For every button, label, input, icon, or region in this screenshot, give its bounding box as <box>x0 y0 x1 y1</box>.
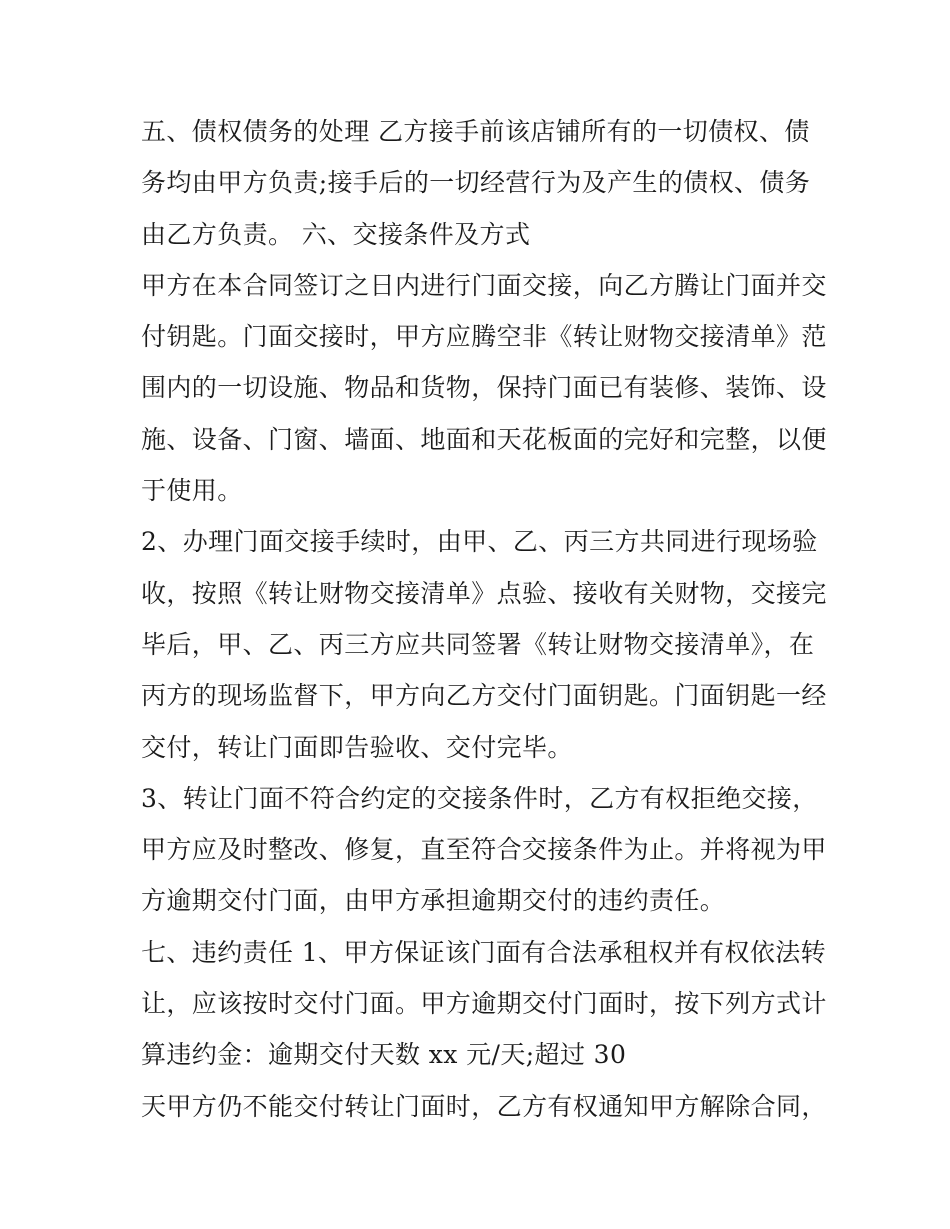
text-line: 丙方的现场监督下，甲方向乙方交付门面钥匙。门面钥匙一经 <box>141 681 827 711</box>
text-line: 付钥匙。门面交接时，甲方应腾空非《转让财物交接清单》范 <box>141 322 827 352</box>
text-line: 甲方在本合同签订之日内进行门面交接，向乙方腾让门面并交 <box>141 270 827 300</box>
text-line: 方逾期交付门面，由甲方承担逾期交付的违约责任。 <box>141 886 726 916</box>
text-line: 七、违约责任 1、甲方保证该门面有合法承租权并有权依法转 <box>141 937 827 967</box>
text-line: 交付，转让门面即告验收、交付完毕。 <box>141 732 573 762</box>
text-line: 算违约金：逾期交付天数 xx 元/天;超过 30 <box>141 1040 627 1070</box>
body-text <box>141 106 827 1132</box>
text-line: 3、转让门面不符合约定的交接条件时，乙方有权拒绝交接， <box>141 783 818 813</box>
text-line: 围内的一切设施、物品和货物，保持门面已有装修、装饰、设 <box>141 373 827 403</box>
text-line: 施、设备、门窗、墙面、地面和天花板面的完好和完整，以便 <box>141 424 827 454</box>
text-line: 务均由甲方负责;接手后的一切经营行为及产生的债权、债务 <box>141 168 811 198</box>
text-line: 天甲方仍不能交付转让门面时，乙方有权通知甲方解除合同， <box>141 1091 827 1121</box>
text-line: 由乙方负责。 六、交接条件及方式 <box>141 219 531 249</box>
text-line: 让，应该按时交付门面。甲方逾期交付门面时，按下列方式计 <box>141 989 827 1019</box>
text-line: 毕后，甲、乙、丙三方应共同签署《转让财物交接清单》，在 <box>141 629 815 659</box>
text-line: 于使用。 <box>141 476 243 506</box>
text-line: 收，按照《转让财物交接清单》点验、接收有关财物，交接完 <box>141 578 827 608</box>
text-line: 五、债权债务的处理 乙方接手前该店铺所有的一切债权、债 <box>141 117 810 146</box>
text-line: 2、办理门面交接手续时，由甲、乙、丙三方共同进行现场验 <box>141 527 818 557</box>
text-line: 甲方应及时整改、修复，直至符合交接条件为止。并将视为甲 <box>141 835 827 865</box>
